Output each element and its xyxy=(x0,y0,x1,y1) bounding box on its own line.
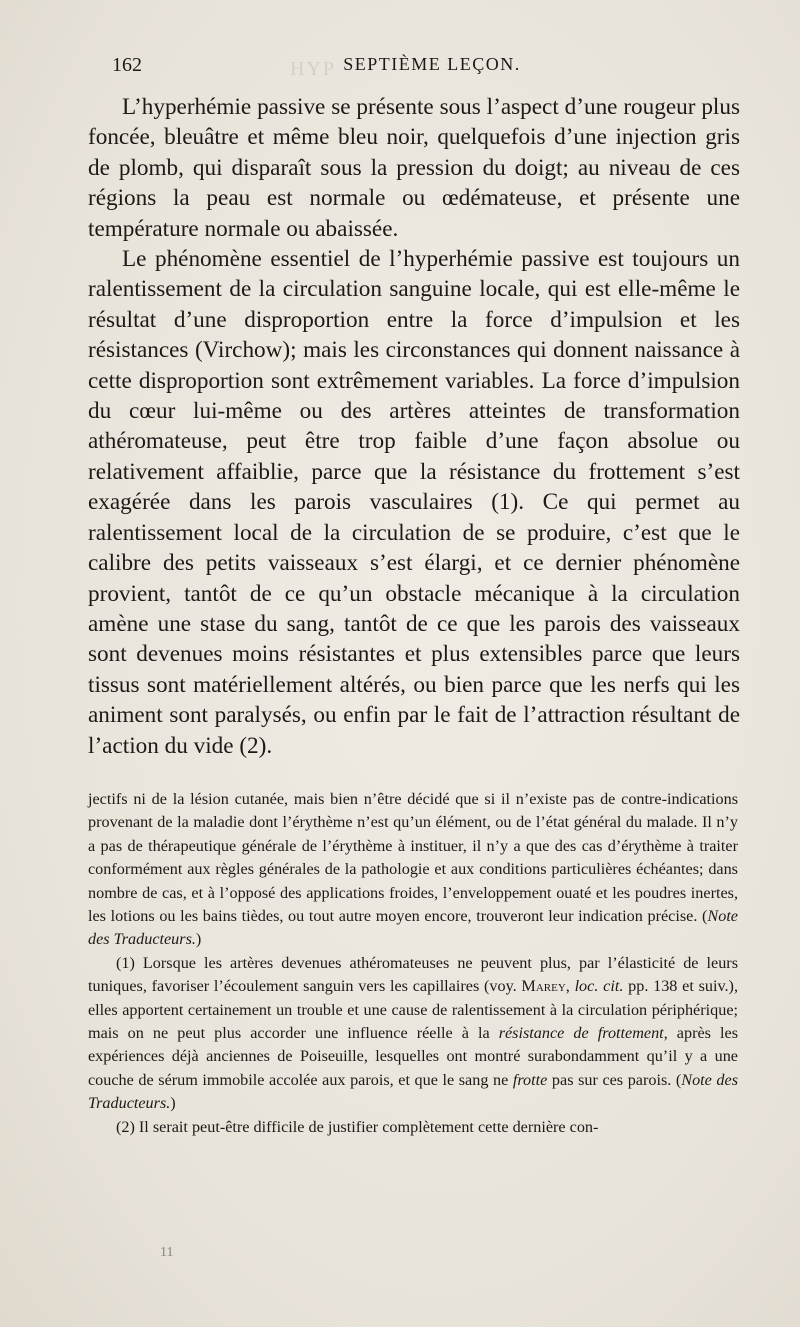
paragraph-1: L’hyperhémie passive se présente sous l’aspect d’une rougeur plus foncée, bleuâtre et même bleu noir, quelquefois d’une injection gris de plomb, qui disparaît sous la pression du doigt; au niveau de ces régions la peau est normale ou œdémateuse, et présente une température normale ou abaissée. xyxy=(88,94,740,242)
footnote-2: (2) Il serait peut-être difficile de justifier complètement cette dernière con- xyxy=(116,1117,599,1136)
footnote-continuation: jectifs ni de la lésion cutanée, mais bien n’être décidé que si il n’existe pas de contre-indications provenant de la maladie dont l’érythème n’est qu’un élément, ou de l’état général du malade. Il n’y a pas de thérapeutique générale de l’érythème à instituer, il n’y a que des cas d’érythème à traiter conformément aux règles générales de la pathologie et aux conditions particulières échéantes; dans nombre de cas, et à l’opposé des applications froides, l’enveloppement ouaté et les poudres inertes, les lotions ou les bains tièdes, ou tout autre moyen encore, trouveront leur indication précise. (Note des Traducteurs.) xyxy=(88,790,738,949)
citation: loc. cit. xyxy=(574,977,624,996)
footnote-1: (1) Lorsque les artères devenues athéromateuses ne peuvent plus, par l’élasticité de leurs tuniques, favoriser l’écoulement sanguin vers les capillaires (voy. Marey, loc. cit. pp. 138 et suiv.), elles apportent certainement un trouble et une cause de ralentissement à la circulation périphérique; mais on ne peut plus accorder une influence réelle à la résistance de frottement, après les expériences déjà anciennes de Poiseuille, lesquelles ont montré surabondamment qu’il y a une couche de sérum immobile accolée aux parois, et que le sang ne frotte pas sur ces parois. (Note des Traducteurs.) xyxy=(88,953,739,1113)
running-title: SEPTIÈME LEÇON. xyxy=(343,54,521,74)
page-number: 162 xyxy=(112,54,142,76)
emphasized-term: résistance de frottement xyxy=(498,1024,664,1043)
author-name: Marey xyxy=(521,977,566,996)
page-header xyxy=(112,54,752,84)
emphasized-verb: frotte xyxy=(512,1070,548,1089)
paragraph-2: Le phénomène essentiel de l’hyperhémie passive est toujours un ralentissement de la circulation sanguine locale, qui est elle-même le résultat d’une disproportion entre la force d’impulsion et les résistances (Virchow); mais les circonstances qui donnent naissance à cette disproportion sont extrêmement variables. La force d’impulsion du cœur lui-même ou des artères atteintes de transformation athéromateuse, peut être trop faible d’une façon absolue ou relativement affaiblie, parce que la résistance du frottement s’est exagérée dans les parois vasculaires (1). Ce qui permet au ralentissement local de la circulation de se produire, c’est que le calibre des petits vaisseaux s’est élargi, et ce dernier phénomène provient, tantôt de ce qu’un obstacle mécanique à la circulation amène une stase du sang, tantôt de ce que les parois des vaisseaux sont devenues moins résistantes et plus extensibles parce que leurs tissus sont matériellement altérés, ou bien parce que les nerfs qui les animent sont paralysés, ou enfin par le fait de l’attraction résultant de l’action du vide (2). xyxy=(88,246,740,759)
footnotes xyxy=(88,788,738,1139)
footnote-continuation-text: jectifs ni de la lésion cutanée, mais bien n’être décidé que si il n’existe pas de contre-indications provenant de la maladie dont l’érythème n’est qu’un élément, ou de l’état général du malade. Il n’y a pas de thérapeutique générale de l’érythème à instituer, il n’y a que des cas d’érythème à traiter conformément aux règles générales de la pathologie et aux conditions particulières échéantes; dans nombre de cas, et à l’opposé des applications froides, l’enveloppement ouaté et les poudres inertes, les lotions ou les bains tièdes, ou tout autre moyen encore, trouveront leur indication précise. ( xyxy=(88,790,738,926)
main-text xyxy=(88,92,740,761)
show-through-text: HYP xyxy=(290,58,337,80)
signature-mark: 11 xyxy=(160,1245,174,1260)
translator-note: Note des Traducteurs. xyxy=(88,1070,739,1113)
translator-note: Note des Traducteurs. xyxy=(88,907,738,949)
